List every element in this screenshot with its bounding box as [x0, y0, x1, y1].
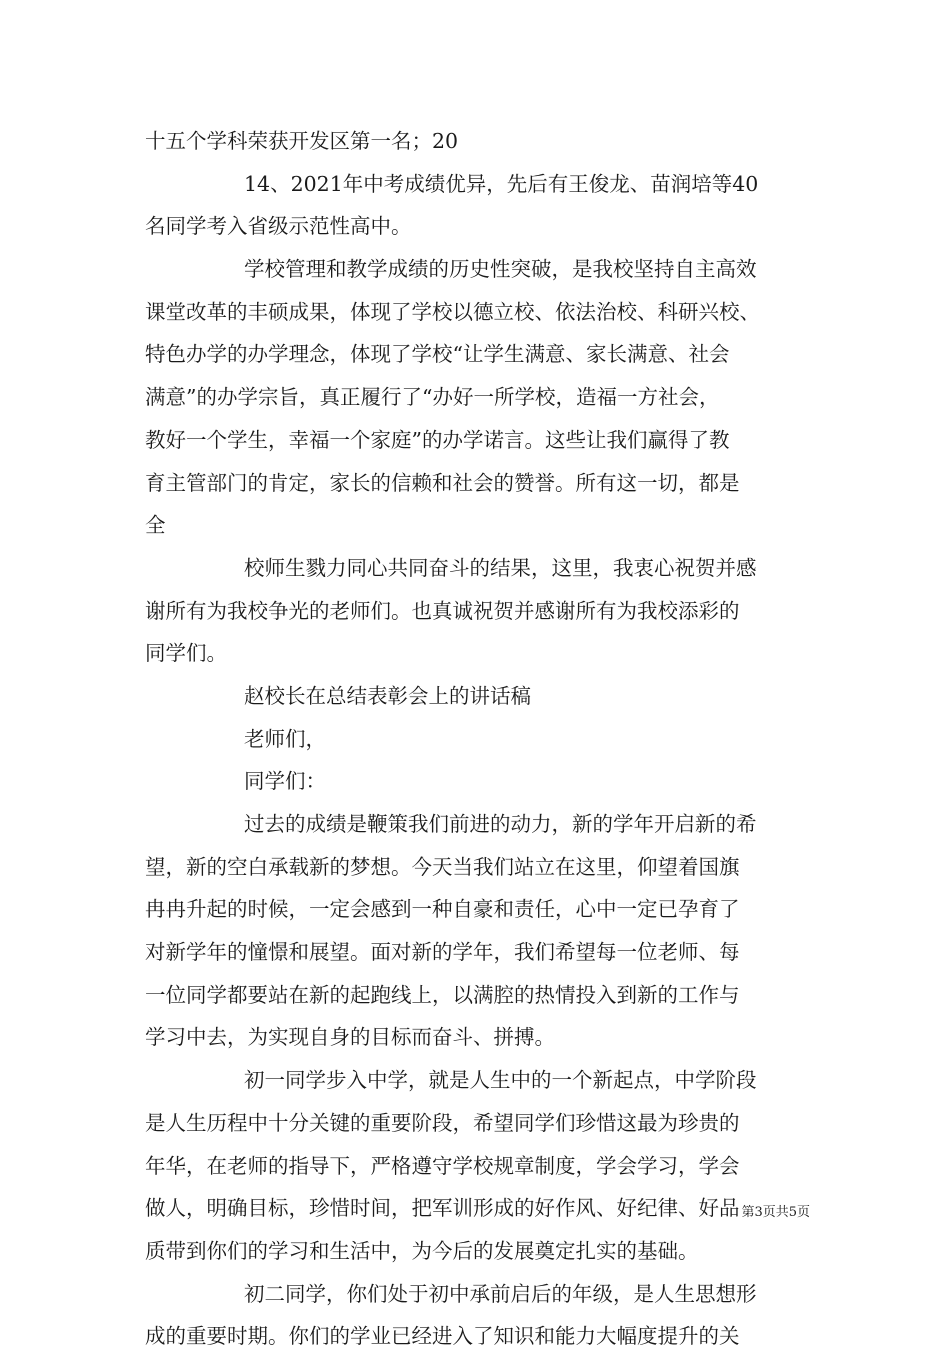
salutation-teachers: 老师们， [244, 726, 326, 751]
text-line: 同学们。 [145, 641, 227, 666]
text-line: 全 [145, 513, 166, 538]
text-line: 初二同学，你们处于初中承前启后的年级，是人生思想形 [244, 1281, 757, 1306]
page-number: 第3页共5页 [741, 1205, 810, 1220]
text-line: 质带到你们的学习和生活中，为今后的发展奠定扎实的基础。 [145, 1238, 699, 1263]
text-line: 14、2021年中考成绩优异，先后有王俊龙、苗润培等40 [244, 171, 759, 196]
text-line: 年华，在老师的指导下，严格遵守学校规章制度，学会学习，学会 [145, 1153, 740, 1178]
text-line: 过去的成绩是鞭策我们前进的动力，新的学年开启新的希 [244, 812, 757, 836]
text-line: 十五个学科荣获开发区第一名；20 [145, 129, 459, 153]
speech-title: 赵校长在总结表彰会上的讲话稿 [244, 683, 531, 708]
text-line: 名同学考入省级示范性高中。 [145, 214, 412, 239]
text-line: 育主管部门的肯定，家长的信赖和社会的赞誉。所有这一切，都是 [145, 470, 740, 495]
text-line: 一位同学都要站在新的起跑线上，以满腔的热情投入到新的工作与 [145, 982, 740, 1007]
text-line: 冉冉升起的时候，一定会感到一种自豪和责任，心中一定已孕育了 [145, 897, 740, 922]
document-body [145, 120, 813, 1358]
text-line: 满意”的办学宗旨，真正履行了“办好一所学校，造福一方社会， [145, 385, 720, 410]
text-line: 特色办学的办学理念，体现了学校“让学生满意、家长满意、社会 [145, 342, 730, 367]
text-line: 教好一个学生，幸福一个家庭”的办学诺言。这些让我们赢得了教 [145, 427, 730, 452]
salutation-students: 同学们： [244, 769, 326, 794]
text-line: 对新学年的憧憬和展望。面对新的学年，我们希望每一位老师、每 [145, 940, 740, 965]
text-line: 望，新的空白承载新的梦想。今天当我们站立在这里，仰望着国旗 [145, 854, 740, 879]
text-line: 成的重要时期。你们的学业已经进入了知识和能力大幅度提升的关 [145, 1324, 740, 1349]
text-line: 是人生历程中十分关键的重要阶段，希望同学们珍惜这最为珍贵的 [145, 1110, 740, 1135]
text-line: 谢所有为我校争光的老师们。也真诚祝贺并感谢所有为我校添彩的 [145, 598, 740, 623]
text-line: 做人，明确目标，珍惜时间，把军训形成的好作风、好纪律、好品 [145, 1196, 740, 1221]
text-line: 校师生戮力同心共同奋斗的结果，这里，我衷心祝贺并感 [244, 555, 757, 580]
text-line: 学校管理和教学成绩的历史性突破，是我校坚持自主高效 [244, 257, 757, 282]
text-line: 初一同学步入中学，就是人生中的一个新起点，中学阶段 [244, 1068, 757, 1093]
text-line: 课堂改革的丰硕成果，体现了学校以德立校、依法治校、科研兴校、 [145, 299, 760, 324]
text-line: 学习中去，为实现自身的目标而奋斗、拼搏。 [145, 1025, 555, 1050]
